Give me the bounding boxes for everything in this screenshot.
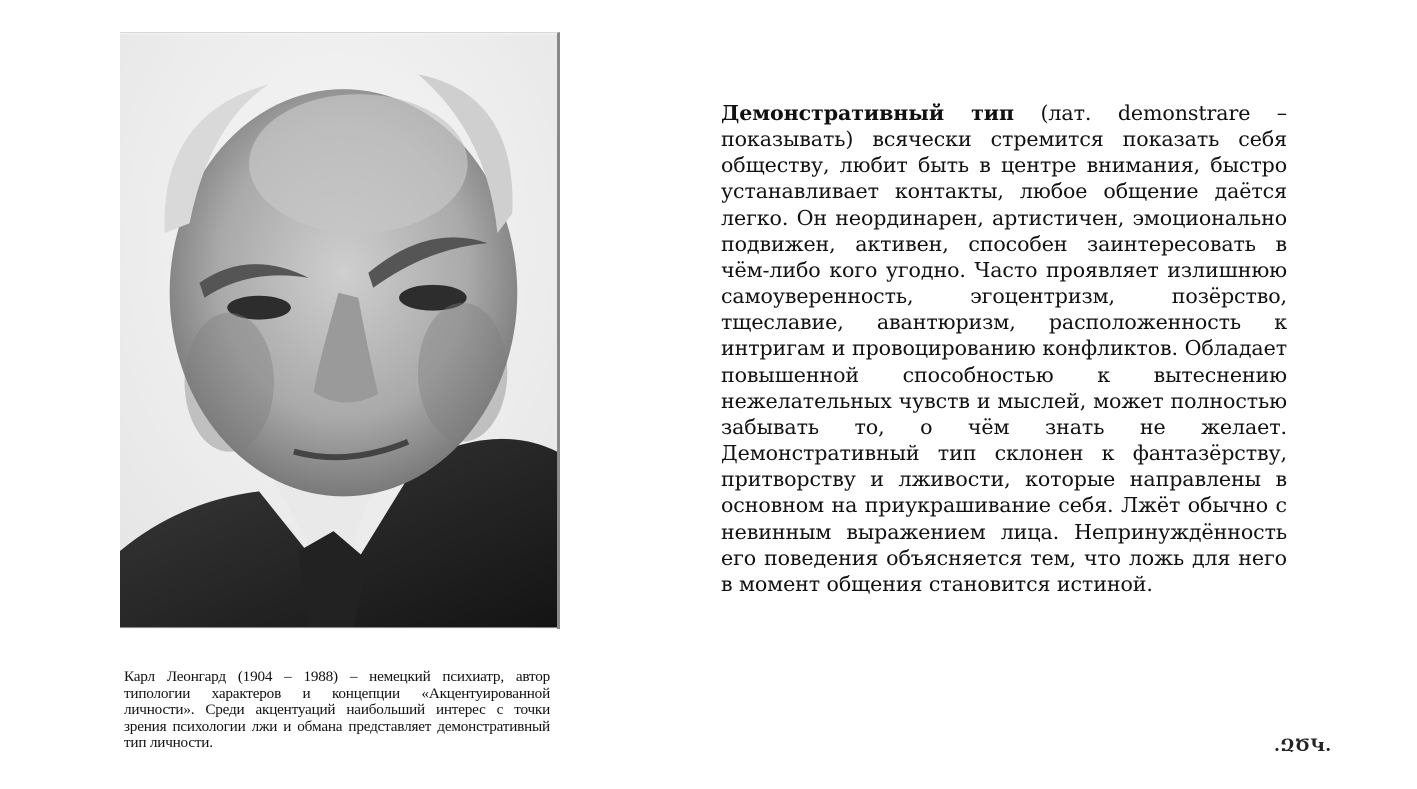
term-heading: Демонстративный тип: [721, 101, 1014, 125]
portrait-photo: [120, 32, 560, 629]
portrait-illustration: [120, 33, 557, 629]
description-body: (лат. demonstrare – показывать) всячески стремится показать себя обществу, любит быть в центре внимания, быстро устанавливает контакты, любое общение даётся легко. Он неординарен, артистичен, эмоционально подвижен, активен, способен заинтересовать в чём-либо кого угодно. Часто проявляет излишнюю самоуверенность, эгоцентризм, позёрство, тщеславие, авантюризм, расположенность к интригам и провоцированию конфликтов. Обладает повышенной способностью к вытеснению нежелательных чувств и мыслей, может полностью забывать то, о чём знать не желает. Демонстративный тип склонен к фантазёрству, притворству и лживости, которые направлены в основном на приукрашивание себя. Лжёт обычно с невинным выражением лица. Непринуждённость его поведения объясняется тем, что ложь для него в момент общения становится истиной.: [721, 101, 1288, 596]
brand-logo: .ԶԾԿ.: [1274, 736, 1332, 756]
portrait-caption: Карл Леонгард (1904 – 1988) – немецкий психиатр, автор типологии характеров и концепции «Акцентуированной личности». Среди акцентуаций наибольший интерес с точки зрения психологии лжи и обмана представляет демонстративный тип личности.: [124, 668, 550, 751]
description-paragraph: [721, 100, 1287, 597]
